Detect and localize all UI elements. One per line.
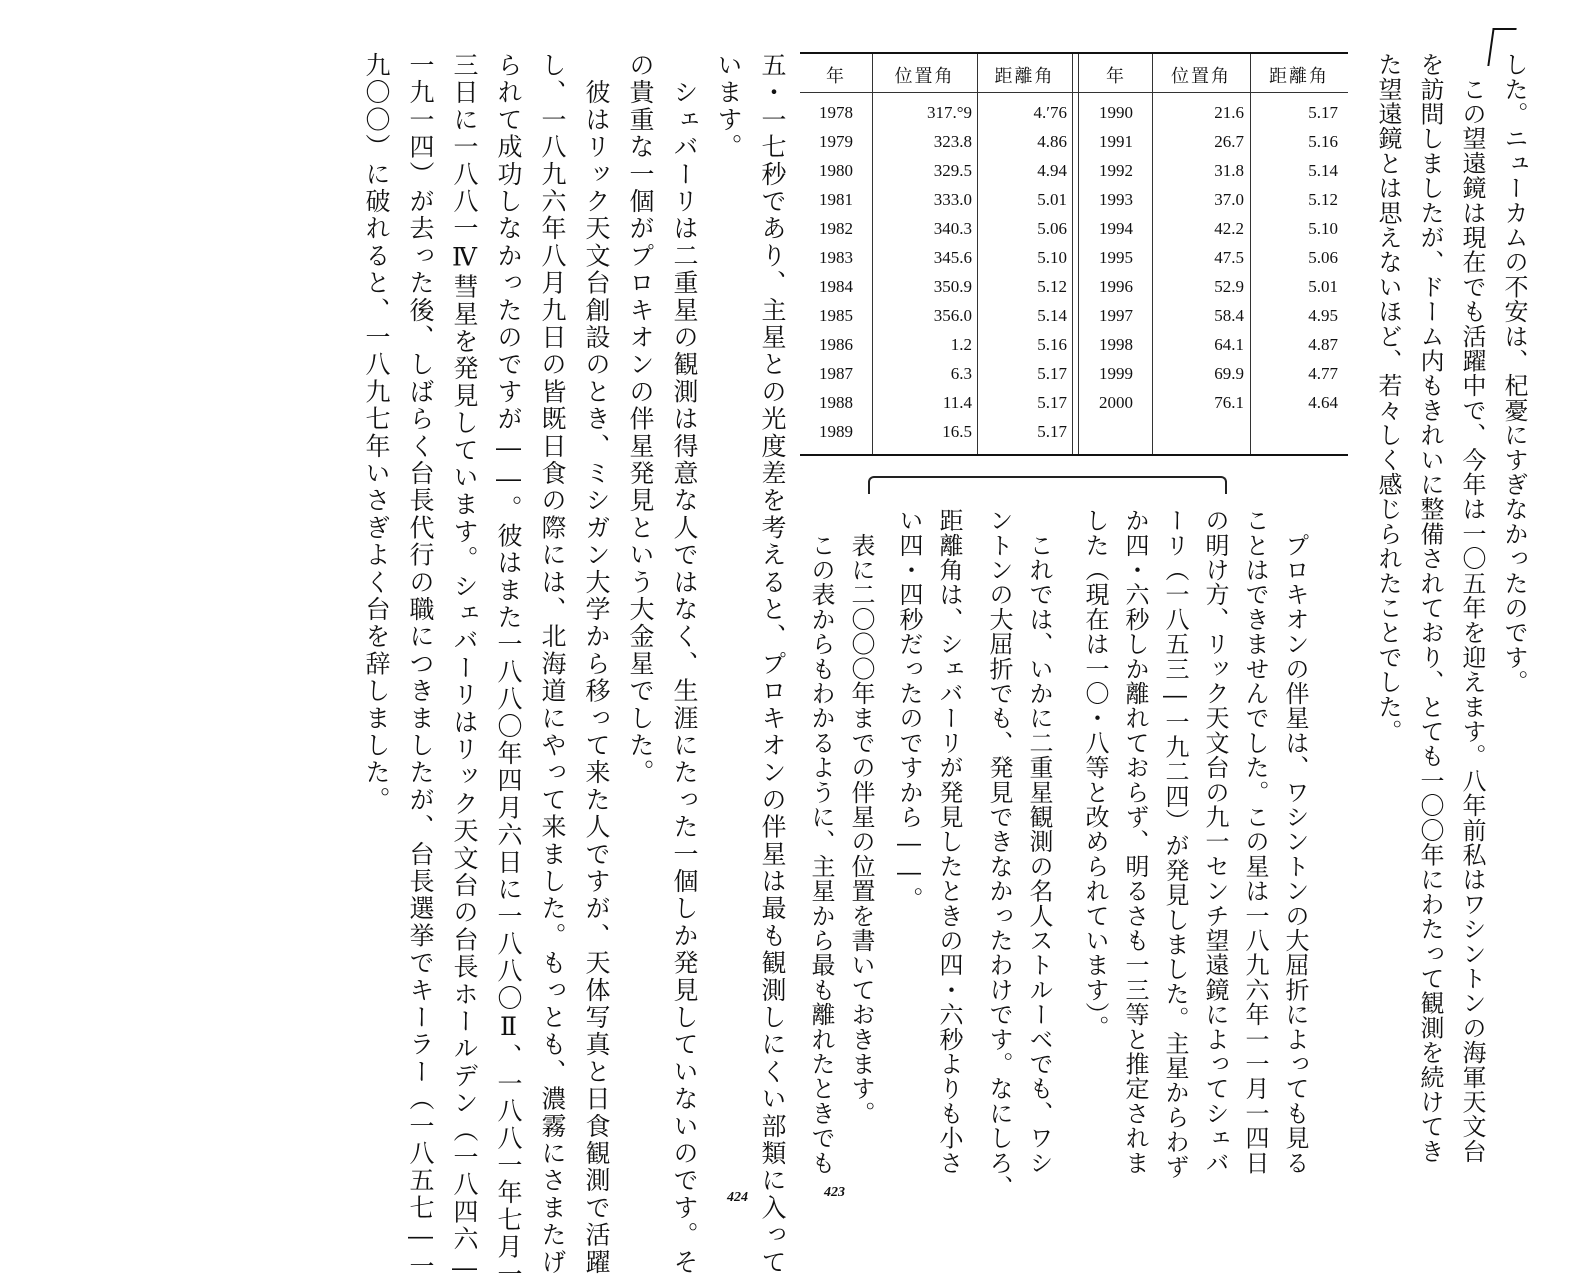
year-cell: 2000 — [1099, 393, 1133, 412]
text-column: られて成功しなかったのですが――。彼はまた一八八〇年四月六日に一八八〇Ⅱ、一八八一年七月一 — [494, 52, 523, 1288]
separation-cell: 5.01 — [1037, 190, 1067, 209]
year-cell: 1980 — [819, 161, 853, 180]
position-angle-cell: 317.°9 — [926, 103, 972, 122]
separation-cell: 5.06 — [1037, 219, 1067, 238]
text-column: の明け方、リック天文台の九一センチ望遠鏡によってシェバ — [1201, 508, 1229, 1175]
separation-cell: 5.14 — [1308, 161, 1338, 180]
separation-cell: 5.06 — [1308, 248, 1338, 267]
position-angle-cell: 350.9 — [933, 277, 972, 296]
page-number: 423 — [824, 1185, 845, 1200]
table-header-position-angle: 位置角 — [894, 66, 955, 87]
year-cell: 1978 — [819, 103, 853, 122]
table-header-separation: 距離角 — [994, 66, 1055, 87]
separation-cell: 4.94 — [1037, 161, 1067, 180]
text-column: 一九一四）が去った後、しばらく台長代行の職につきましたが、台長選挙でキーラー（一八五七―一 — [406, 52, 435, 1280]
text-column: 彼はリック天文台創設のとき、ミシガン大学から移って来た人ですが、天体写真と日食観測で活躍 — [582, 52, 611, 1276]
separation-cell: 5.01 — [1308, 277, 1338, 296]
text-column: い四・四秒だったのですから――。 — [895, 508, 923, 912]
position-angle-cell: 356.0 — [933, 306, 972, 325]
year-cell: 1995 — [1099, 248, 1133, 267]
separation-cell: 5.10 — [1037, 248, 1067, 267]
year-cell: 1979 — [819, 132, 853, 151]
position-angle-cell: 329.5 — [933, 161, 972, 180]
text-column: ントンの大屈折でも、発見できなかったわけです。なにしろ、 — [985, 508, 1013, 1200]
text-column: この望遠鏡は現在でも活躍中で、今年は一〇五年を迎えます。八年前私はワシントンの海軍天文台 — [1458, 52, 1486, 1164]
position-angle-cell: 1.2 — [950, 335, 972, 354]
year-cell: 1981 — [819, 190, 853, 209]
year-cell: 1986 — [819, 335, 853, 354]
text-column: 九〇〇）に破れると、一八九七年いさぎよく台を辞しました。 — [362, 52, 391, 814]
position-angle-table — [800, 52, 1348, 456]
table-header-year: 年 — [1106, 66, 1126, 87]
position-angle-cell: 31.8 — [1214, 161, 1244, 180]
year-cell: 1989 — [819, 422, 853, 441]
separation-cell: 4.87 — [1308, 335, 1338, 354]
text-column: 表に二〇〇〇年までの伴星の位置を書いておきます。 — [847, 508, 875, 1126]
text-column: シェバーリは二重星の観測は得意な人ではなく、生涯にたった一個しか発見していないのです。そ — [670, 52, 699, 1276]
separation-cell: 5.12 — [1037, 277, 1067, 296]
position-angle-cell: 6.3 — [950, 364, 972, 383]
position-angle-cell: 64.1 — [1214, 335, 1244, 354]
year-cell: 1987 — [819, 364, 853, 383]
table-double-rule — [1072, 54, 1079, 454]
year-cell: 1982 — [819, 219, 853, 238]
text-column: か四・六秒しか離れておらず、明るさも一三等と推定されま — [1121, 508, 1149, 1175]
text-column: プロキオンの伴星は、ワシントンの大屈折によっても見る — [1281, 508, 1309, 1175]
separation-cell: 4.86 — [1037, 132, 1067, 151]
position-angle-cell: 345.6 — [933, 248, 972, 267]
text-column: した（現在は一〇・八等と改められています）。 — [1081, 508, 1109, 1040]
text-column: の貴重な一個がプロキオンの伴星発見という大金星でした。 — [626, 52, 655, 787]
text-column: し、一八九六年八月九日の皆既日食の際には、北海道にやって来ました。もっとも、濃霧にさまたげ — [538, 52, 567, 1276]
text-column: います。 — [714, 52, 743, 161]
text-column: 三日に一八八一Ⅳ彗星を発見しています。シェバーリはリック天文台の台長ホールデン（一八四六― — [450, 52, 479, 1284]
separation-cell: 5.12 — [1308, 190, 1338, 209]
table-header-year: 年 — [826, 66, 846, 87]
year-cell: 1992 — [1099, 161, 1133, 180]
handwritten-bracket-mark — [868, 476, 1227, 494]
text-column: ことはできませんでした。この星は一八九六年一一月一四日 — [1241, 508, 1269, 1175]
separation-cell: 5.17 — [1037, 422, 1067, 441]
year-cell: 1990 — [1099, 103, 1133, 122]
position-angle-cell: 323.8 — [933, 132, 972, 151]
position-angle-cell: 69.9 — [1214, 364, 1244, 383]
position-angle-cell: 76.1 — [1214, 393, 1244, 412]
separation-cell: 4.′76 — [1033, 103, 1067, 122]
table-header-separation: 距離角 — [1269, 66, 1329, 87]
year-cell: 1988 — [819, 393, 853, 412]
year-cell: 1994 — [1099, 219, 1133, 238]
position-angle-cell: 340.3 — [933, 219, 972, 238]
separation-cell: 5.17 — [1308, 103, 1338, 122]
year-cell: 1993 — [1099, 190, 1133, 209]
text-column: 距離角は、シェバーリが発見したときの四・六秒よりも小さ — [935, 508, 963, 1175]
year-cell: 1983 — [819, 248, 853, 267]
year-cell: 1985 — [819, 306, 853, 325]
year-cell: 1999 — [1099, 364, 1133, 383]
position-angle-cell: 58.4 — [1214, 306, 1244, 325]
position-angle-cell: 333.0 — [933, 190, 972, 209]
page-number: 424 — [727, 1190, 748, 1205]
table-header-position-angle: 位置角 — [1171, 66, 1231, 87]
separation-cell: 4.77 — [1308, 364, 1338, 383]
year-cell: 1991 — [1099, 132, 1133, 151]
separation-cell: 5.16 — [1308, 132, 1338, 151]
text-column: を訪問しましたが、ドーム内もきれいに整備されており、とても一〇〇年にわたって観測を続けてき — [1416, 52, 1444, 1164]
separation-cell: 5.14 — [1037, 306, 1067, 325]
separation-cell: 5.17 — [1037, 364, 1067, 383]
position-angle-cell: 47.5 — [1214, 248, 1244, 267]
text-column: ーリ（一八五三―一九二四）が発見しました。主星からわず — [1161, 508, 1189, 1179]
separation-cell: 4.95 — [1308, 306, 1338, 325]
text-column: した。ニューカムの不安は、杞憂にすぎなかったのです。 — [1500, 52, 1528, 695]
year-cell: 1996 — [1099, 277, 1133, 296]
separation-cell: 5.17 — [1037, 393, 1067, 412]
position-angle-cell: 11.4 — [942, 393, 972, 412]
position-angle-cell: 26.7 — [1214, 132, 1244, 151]
year-cell: 1998 — [1099, 335, 1133, 354]
text-column: た望遠鏡とは思えないほど、若々しく感じられたことでした。 — [1374, 52, 1402, 744]
position-angle-cell: 37.0 — [1214, 190, 1244, 209]
text-column: 五・一七秒であり、主星との光度差を考えると、プロキオンの伴星は最も観測しにくい部類に入って — [758, 52, 787, 1276]
position-angle-cell: 21.6 — [1214, 103, 1244, 122]
year-cell: 1984 — [819, 277, 853, 296]
separation-cell: 5.10 — [1308, 219, 1338, 238]
year-cell: 1997 — [1099, 306, 1133, 325]
text-column: この表からもわかるように、主星から最も離れたときでも — [807, 508, 835, 1175]
position-angle-cell: 42.2 — [1214, 219, 1244, 238]
separation-cell: 4.64 — [1308, 393, 1338, 412]
position-angle-cell: 16.5 — [942, 422, 972, 441]
separation-cell: 5.16 — [1037, 335, 1067, 354]
position-angle-cell: 52.9 — [1214, 277, 1244, 296]
text-column: これでは、いかに二重星観測の名人ストルーベでも、ワシ — [1025, 508, 1053, 1175]
